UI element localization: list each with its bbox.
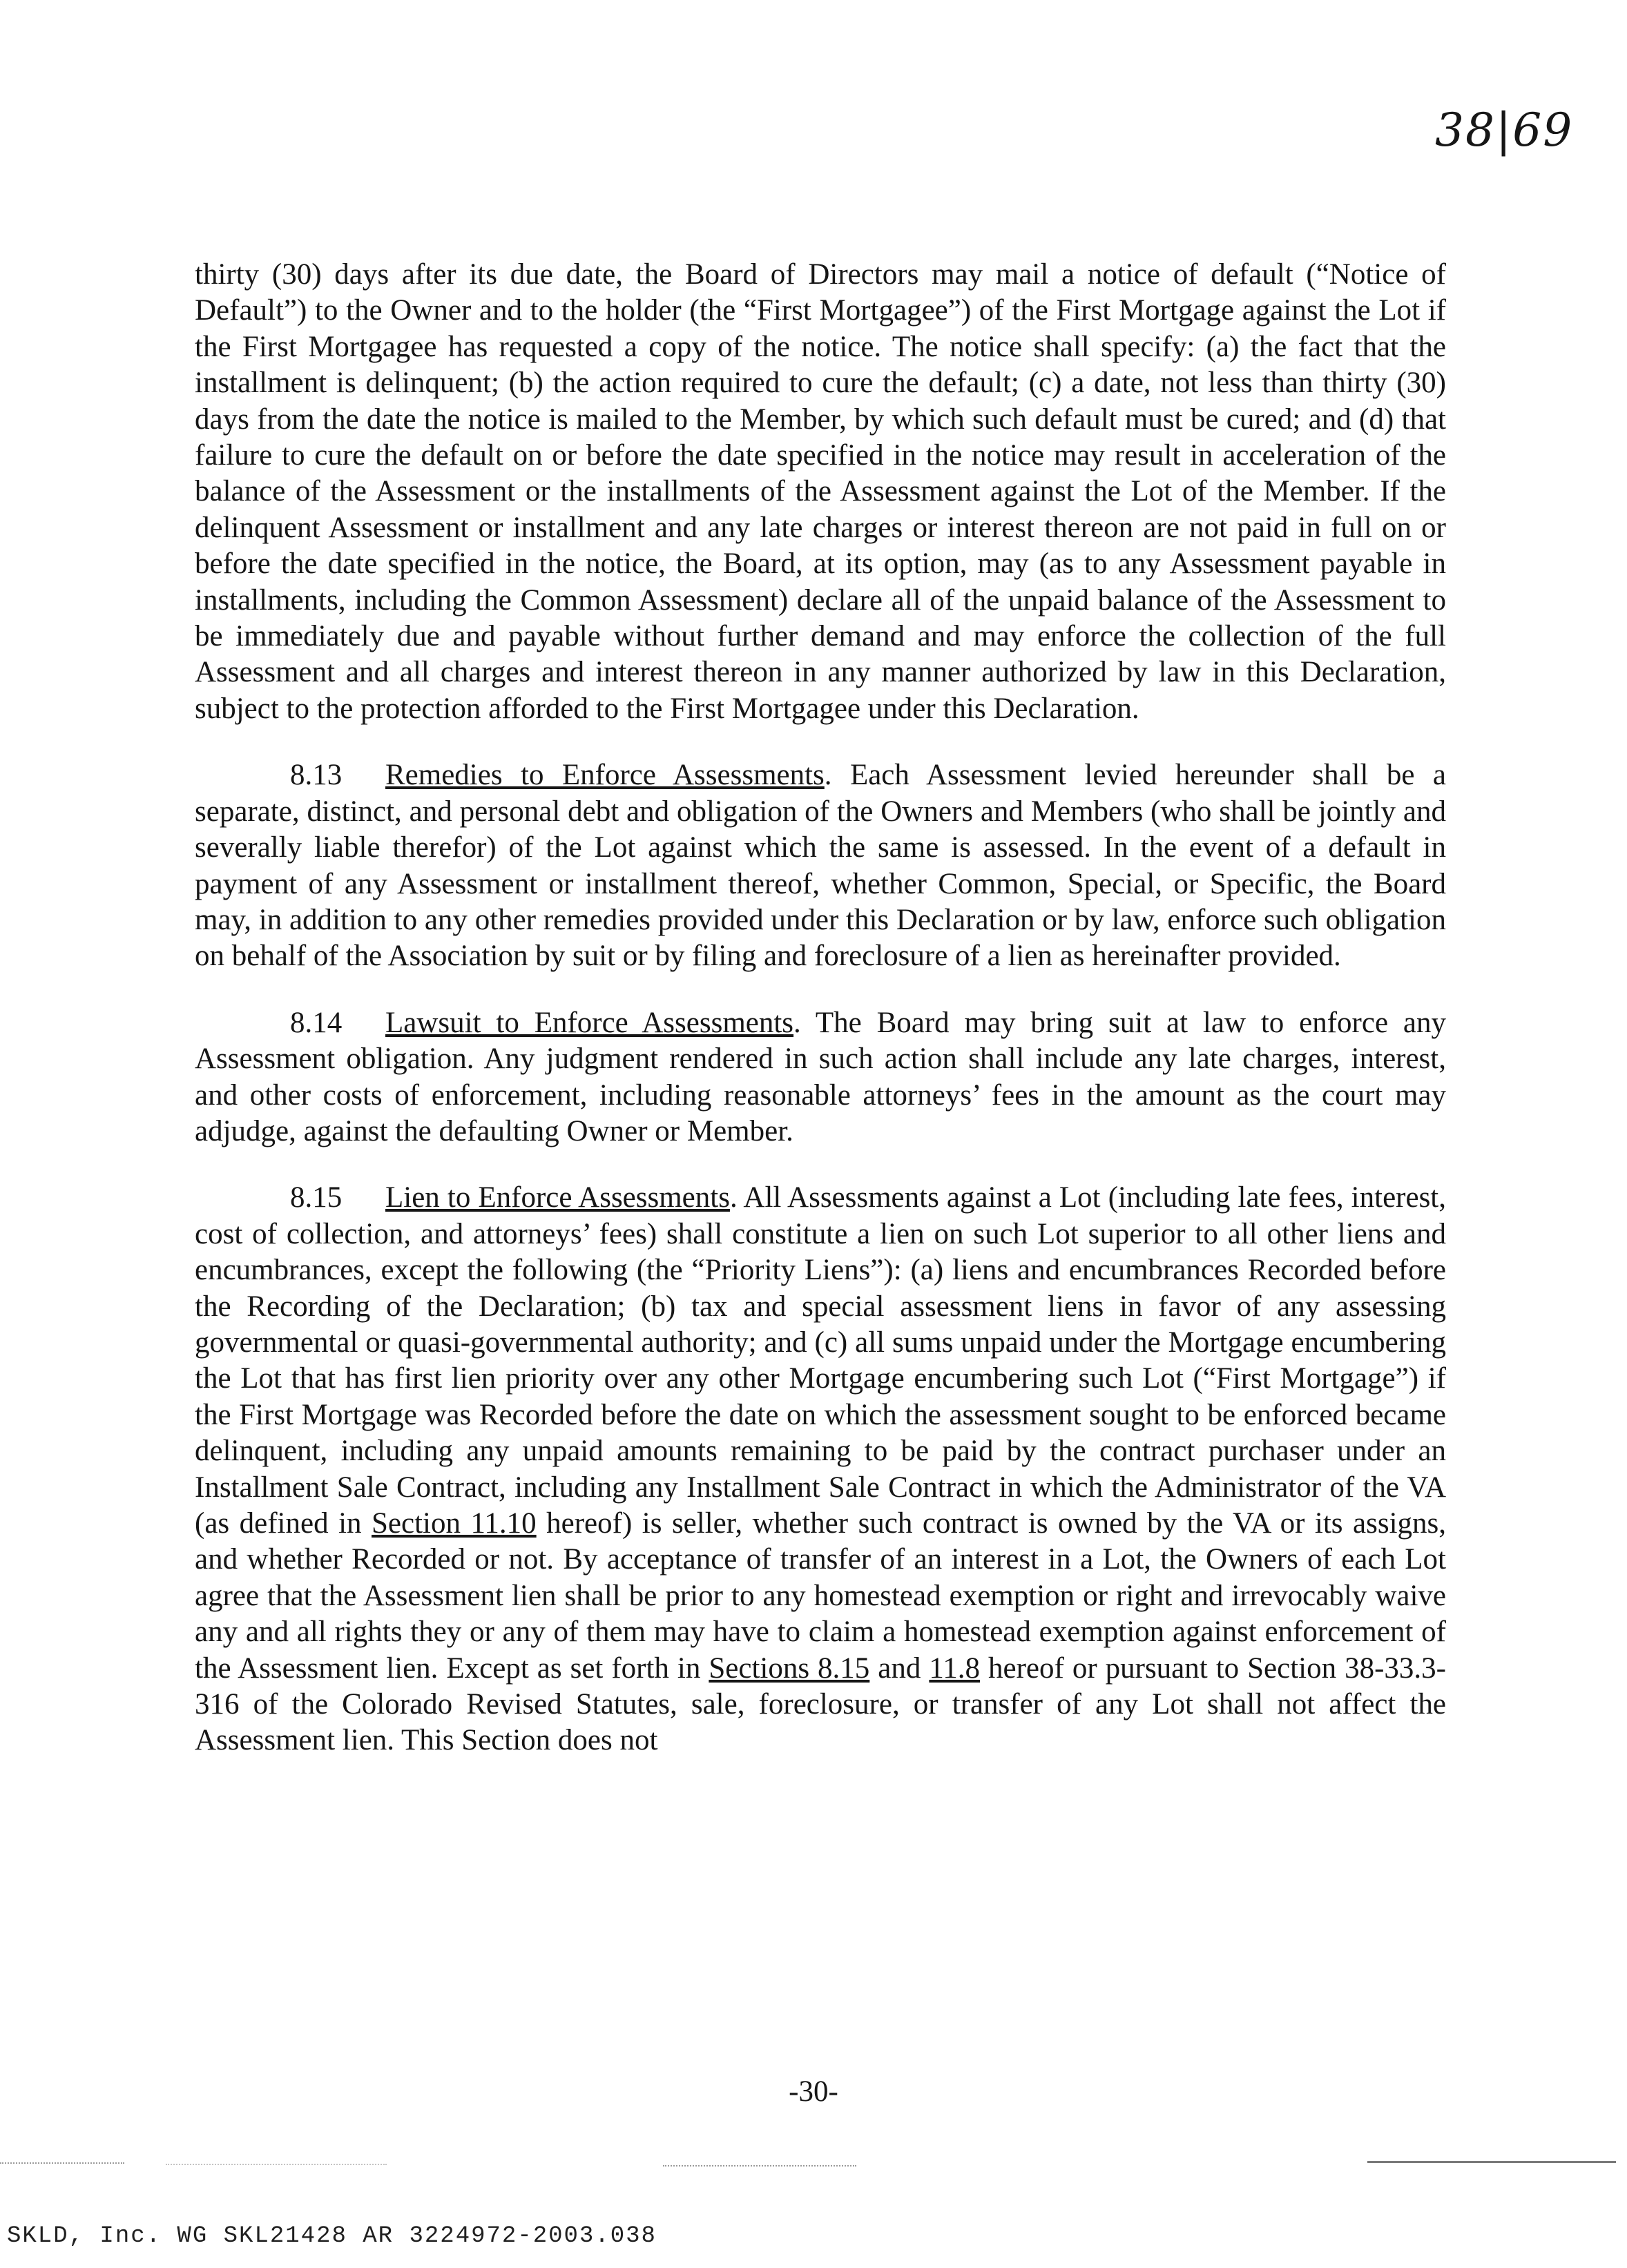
section-text: hereof or pursuant to Section 38-33.3-316 of the Colorado Revised Statutes, sale, foreclosure, or transfer of any Lot shall not affect the Assessment lien. This Section does not: [195, 1651, 1446, 1757]
page-number: -30-: [789, 2075, 838, 2108]
section-heading: Lien to Enforce Assessments: [385, 1181, 730, 1214]
section-heading: Lawsuit to Enforce Assessments: [385, 1006, 794, 1039]
document-body: [195, 257, 1446, 1759]
section-8-13: [195, 757, 1446, 974]
paragraph-continuation: thirty (30) days after its due date, the Board of Directors may mail a notice of default (“Notice of Default”) to the Owner and to the holder (the “First Mortgagee”) of the First Mortgage against the Lot if the First Mortgagee has requested a copy of the notice. The notice shall specify: (a) the fact that the installment is delinquent; (b) the action required to cure the default; (c) a date, not less than thirty (30) days from the date the notice is mailed to the Member, by which such default must be cured; and (d) that failure to cure the default on or before the date specified in the notice may result in acceleration of the balance of the Assessment or the installments of the Assessment against the Lot of the Member. If the delinquent Assessment or installment and any late charges or interest thereon are not paid in full on or before the date specified in the notice, the Board, at its option, may (as to any Assessment payable in installments, including the Common Assessment) declare all of the unpaid balance of the Assessment to be immediately due and payable without further demand and may enforce the collection of the full Assessment and all charges and interest thereon in any manner authorized by law in this Declaration, subject to the protection afforded to the First Mortgagee under this Declaration.: [195, 258, 1446, 725]
section-text: . All Assessments against a Lot (including late fees, interest, cost of collection, and attorneys’ fees) shall constitute a lien on such Lot superior to all other liens and encumbrances, except the following (the “Priority Liens”): (a) liens and encumbrances Recorded before the Recording of the Declaration; (b) tax and special assessment liens in favor of any assessing governmental or quasi-governmental authority; and (c) all sums unpaid under the Mortgage encumbering the Lot that has first lien priority over any other Mortgage encumbering such Lot (“First Mortgage”) if the First Mortgage was Recorded before the date on which the assessment sought to be enforced became delinquent, including any unpaid amounts remaining to be paid by the contract purchaser under an Installment Sale Contract, including any Installment Sale Contract in which the Administrator of the VA (as defined in: [195, 1181, 1446, 1540]
section-number: 8.13: [290, 759, 343, 792]
handwritten-page-note: 38|69: [1435, 104, 1574, 157]
scan-divider: [663, 2165, 856, 2167]
section-reference: 11.8: [929, 1651, 981, 1685]
section-text: . Each Assessment levied hereunder shall be a separate, distinct, and personal debt and obligation of the Owners and Members (who shall be jointly and severally liable therefor) of the Lot against which the same is assessed. In the event of a default in payment of any Assessment or installment thereof, whether Common, Special, or Specific, the Board may, in addition to any other remedies provided under this Declaration or by law, enforce such obligation on behalf of the Association by suit or by filing and foreclosure of a lien as hereinafter provided.: [195, 759, 1446, 973]
section-8-15: [195, 1180, 1446, 1759]
section-reference: Section 11.10: [372, 1507, 537, 1540]
section-text: . The Board may bring suit at law to enforce any Assessment obligation. Any judgment rendered in such action shall include any late charges, interest, and other costs of enforcement, including reasonable attorneys’ fees in the amount as the court may adjudge, against the defaulting Owner or Member.: [195, 1006, 1446, 1147]
section-text: and: [869, 1651, 930, 1685]
scan-divider: [1367, 2161, 1616, 2163]
section-number: 8.14: [290, 1006, 343, 1039]
section-reference: Sections 8.15: [709, 1651, 870, 1685]
section-text: hereof) is seller, whether such contract is owned by the VA or its assigns, and whether Recorded or not. By acceptance of transfer of an interest in a Lot, the Owners of each Lot agree that the Assessment lien shall be prior to any homestead exemption or right and irrevocably waive any and all rights they or any of them may have to claim a homestead exemption against enforcement of the Assessment lien. Except as set forth in: [195, 1507, 1447, 1685]
section-number: 8.15: [290, 1181, 343, 1214]
scan-divider: [0, 2162, 124, 2164]
scan-footer-id: SKLD, Inc. WG SKL21428 AR 3224972-2003.038: [7, 2223, 657, 2249]
section-heading: Remedies to Enforce Assessments: [385, 759, 825, 792]
scan-divider: [166, 2164, 387, 2165]
section-8-14: [195, 1005, 1446, 1150]
